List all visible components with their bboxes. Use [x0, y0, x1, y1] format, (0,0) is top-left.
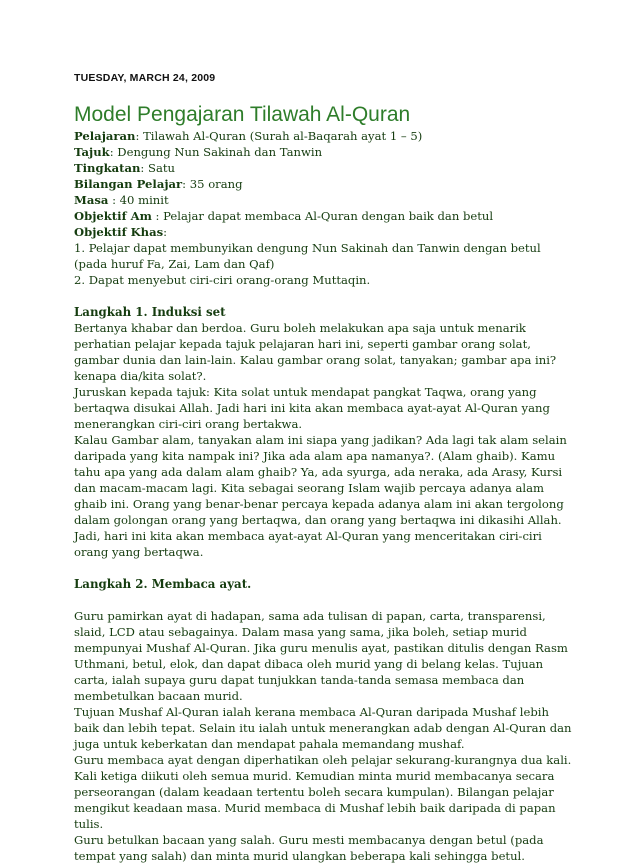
paragraph: Guru betulkan bacaan yang salah. Guru mesti membacanya dengan betul (pada tempat yang salah) dan minta murid ulangkan beberapa kali sehingga betul.: [74, 833, 544, 863]
meta-label: Tingkatan: [74, 161, 141, 175]
meta-value: Satu: [148, 161, 175, 175]
objektif-khas-sep: :: [163, 225, 168, 239]
paragraph: Guru membaca ayat dengan diperhatikan oleh pelajar sekurang-kurangnya dua kali. Kali ketiga diikuti oleh semua murid. Kemudian minta murid membacanya secara perseorangan (dalam keadaan tertentu boleh secara kumpulan). Bilangan pelajar mengikut keadaan masa. Murid membaca di Mushaf lebih baik daripada di papan tulis.: [74, 753, 572, 831]
objektif-khas: [74, 224, 574, 240]
meta-value: Pelajar dapat membaca Al-Quran dengan baik dan betul: [163, 209, 494, 223]
langkah-1-heading: Langkah 1. Induksi set: [74, 305, 226, 319]
meta-tajuk: [74, 144, 574, 160]
objektif-khas-label: Objektif Khas: [74, 225, 164, 239]
paragraph: Bertanya khabar dan berdoa. Guru boleh melakukan apa saja untuk menarik perhatian pelajar kepada tajuk pelajaran hari ini, seperti gambar orang solat, gambar dunia dan lain-lain. Kalau gambar orang solat, tanyakan; gambar apa ini? kenapa dia/kita solat?.: [74, 321, 557, 383]
post-date: TUESDAY, MARCH 24, 2009: [74, 72, 216, 84]
meta-label: Pelajaran: [74, 129, 136, 143]
meta-tingkatan: [74, 160, 574, 176]
objektif-khas-item: 2. Dapat menyebut ciri-ciri orang-orang Muttaqin.: [74, 273, 371, 287]
meta-label: Masa: [74, 193, 109, 207]
meta-value: 35 orang: [189, 177, 243, 191]
objektif-khas-item: 1. Pelajar dapat membunyikan dengung Nun Sakinah dan Tanwin dengan betul (pada huruf Fa, Zai, Lam dan Qaf): [74, 241, 541, 271]
meta-sep: :: [135, 129, 144, 143]
meta-value: 40 minit: [119, 193, 169, 207]
meta-sep: :: [182, 177, 190, 191]
meta-label: Tajuk: [74, 145, 110, 159]
meta-sep: :: [108, 193, 120, 207]
langkah-2-heading: Langkah 2. Membaca ayat.: [74, 577, 252, 591]
meta-value: Dengung Nun Sakinah dan Tanwin: [117, 145, 323, 159]
post-title: Model Pengajaran Tilawah Al-Quran: [74, 103, 411, 126]
meta-label: Objektif Am: [74, 209, 152, 223]
paragraph: Juruskan kepada tajuk: Kita solat untuk mendapat pangkat Taqwa, orang yang bertaqwa disukai Allah. Jadi hari ini kita akan membaca ayat-ayat Al-Quran yang menerangkan ciri-ciri orang bertakwa.: [74, 385, 550, 431]
paragraph: Kalau Gambar alam, tanyakan alam ini siapa yang jadikan? Ada lagi tak alam selain daripada yang kita nampak ini? Jika ada alam apa namanya?. (Alam ghaib). Kamu tahu apa yang ada dalam alam ghaib? Ya, ada syurga, ada neraka, ada Arasy, Kursi dan macam-macam lagi. Kita sebagai seorang Islam wajib percaya adanya alam ghaib ini. Orang yang benar-benar percaya kepada adanya alam ini akan tergolong dalam golongan orang yang bertaqwa, dan orang yang bertaqwa ini dikasihi Allah. Jadi, hari ini kita akan membaca ayat-ayat Al-Quran yang menceritakan ciri-ciri orang yang bertaqwa.: [74, 433, 567, 559]
meta-label: Bilangan Pelajar: [74, 177, 183, 191]
meta-objektif-am: [74, 208, 574, 224]
paragraph: Tujuan Mushaf Al-Quran ialah kerana membaca Al-Quran daripada Mushaf lebih baik dan lebih tepat. Selain itu ialah untuk menerangkan adab dengan Al-Quran dan juga untuk keberkatan dan mendapat pahala memandang mushaf.: [74, 705, 572, 751]
meta-bilangan-pelajar: [74, 176, 574, 192]
langkah-2-section: [74, 576, 574, 864]
lesson-meta: [74, 128, 574, 288]
meta-pelajaran: [74, 128, 574, 144]
meta-sep: :: [140, 161, 149, 175]
meta-sep: :: [151, 209, 164, 223]
blog-post: [74, 70, 574, 864]
paragraph: Guru pamirkan ayat di hadapan, sama ada tulisan di papan, carta, transparensi, slaid, LCD atau sebagainya. Dalam masa yang sama, jika boleh, setiap murid mempunyai Mushaf Al-Quran. Jika guru menulis ayat, pastikan ditulis dengan Rasm Uthmani, betul, elok, dan dapat dibaca oleh murid yang di belang kelas. Tujuan carta, ialah supaya guru dapat tunjukkan tanda-tanda semasa membaca dan membetulkan bacaan murid.: [74, 609, 568, 703]
meta-masa: [74, 192, 574, 208]
meta-value: Tilawah Al-Quran (Surah al-Baqarah ayat 1 – 5): [143, 129, 423, 143]
langkah-1-section: [74, 304, 574, 560]
meta-sep: :: [109, 145, 118, 159]
